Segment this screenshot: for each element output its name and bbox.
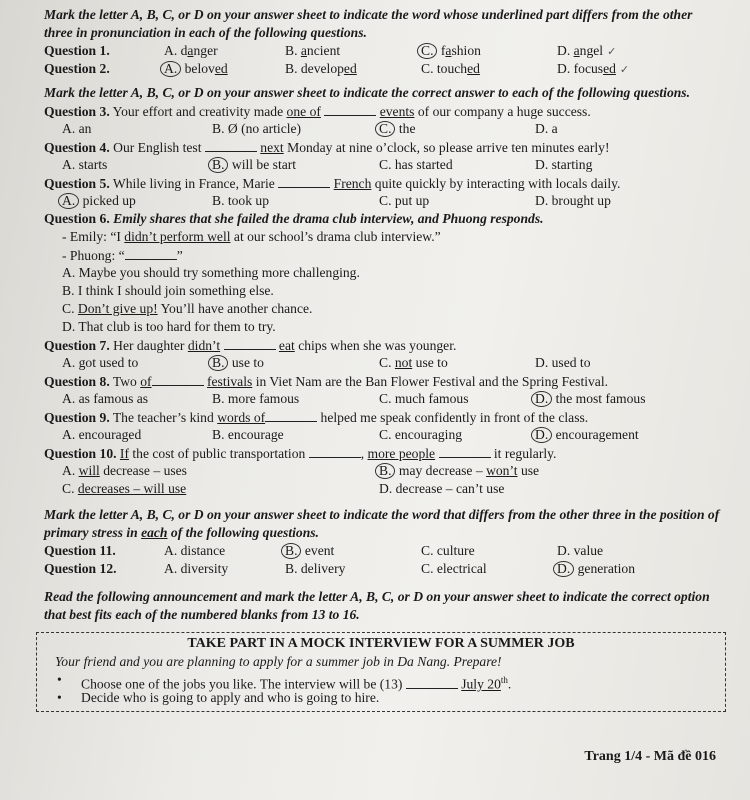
announcement-title: TAKE PART IN A MOCK INTERVIEW FOR A SUMMER JOB xyxy=(187,636,575,651)
dialogue-phuong: - Phuong: “ ” xyxy=(62,248,183,263)
check-mark-icon: ✓ xyxy=(607,45,617,58)
dialogue-emily: - Emily: “I didn’t perform well at our school’s drama club interview.” xyxy=(62,229,441,244)
option-b[interactable]: B. took up xyxy=(212,193,270,208)
question-9: Question 9. The teacher’s kind words of helped me speak confidently in front of the class. xyxy=(44,410,589,425)
question-2 xyxy=(44,60,720,78)
option-d[interactable]: D. starting xyxy=(535,157,593,172)
option-a[interactable]: A. diversity xyxy=(164,561,229,576)
option-b[interactable]: B. event xyxy=(285,542,334,560)
option-b[interactable]: B. delivery xyxy=(285,561,346,576)
option-c[interactable]: C. put up xyxy=(379,193,430,208)
page-footer: Trang 1/4 - Mã đề 016 xyxy=(584,749,716,764)
question-3: Question 3. Your effort and creativity made one of events of our company a huge success. xyxy=(44,104,591,119)
question-12: Question 12. A. diversity B. delivery C. electrical D. generation xyxy=(44,561,635,576)
question-11: Question 11. A. distance B. event C. culture D. value xyxy=(44,543,604,558)
question-10-options-ab xyxy=(44,462,720,480)
option-a[interactable]: A. danger xyxy=(164,43,218,58)
option-a[interactable]: A. picked up xyxy=(62,192,136,210)
question-3-options xyxy=(44,120,720,138)
option-c[interactable]: C. touched xyxy=(421,61,480,76)
option-a[interactable]: A. starts xyxy=(62,157,108,172)
option-d[interactable]: D. brought up xyxy=(535,193,611,208)
option-d[interactable]: D. That club is too hard for them to try. xyxy=(62,319,276,334)
option-a[interactable]: A. Maybe you should try something more challenging. xyxy=(62,265,360,280)
option-c[interactable]: C. culture xyxy=(421,543,475,558)
option-c[interactable]: C. encouraging xyxy=(379,427,463,442)
option-d[interactable]: D. a xyxy=(535,121,558,136)
question-6: Question 6. Emily shares that she failed the drama club interview, and Phuong responds. xyxy=(44,211,544,226)
question-label: Question 2. xyxy=(44,61,110,76)
option-a[interactable]: A. got used to xyxy=(62,355,139,370)
option-c[interactable]: C. fashion xyxy=(421,42,481,60)
option-b[interactable]: B. I think I should join something else. xyxy=(62,283,274,298)
question-8-options xyxy=(44,390,720,408)
announcement-bullet-1: • Choose one of the jobs you like. The interview will be (13) July 20th. xyxy=(37,671,725,689)
question-7: Question 7. Her daughter didn’t eat chips when she was younger. xyxy=(44,338,457,353)
option-d[interactable]: D. the most famous xyxy=(535,390,646,408)
option-a[interactable]: A. as famous as xyxy=(62,391,149,406)
question-4-options xyxy=(44,156,720,174)
option-d[interactable]: D. value xyxy=(557,543,604,558)
question-10: Question 10. If the cost of public transportation , more people it regularly. xyxy=(44,446,557,461)
option-b[interactable]: B. Ø (no article) xyxy=(212,121,302,136)
option-c[interactable]: C. much famous xyxy=(379,391,469,406)
option-b[interactable]: B. use to xyxy=(212,354,264,372)
option-c[interactable]: C. Don’t give up! You’ll have another chance. xyxy=(62,301,313,316)
question-4: Question 4. Our English test next Monday at nine o’clock, so please arrive ten minutes early! xyxy=(44,140,610,155)
option-b[interactable]: B. developed xyxy=(285,61,357,76)
option-d[interactable]: D. generation xyxy=(557,560,635,578)
option-c[interactable]: C. not use to xyxy=(379,355,448,370)
question-7-options xyxy=(44,354,720,372)
question-5: Question 5. While living in France, Marie French quite quickly by interacting with locals daily. xyxy=(44,176,621,191)
announcement-intro: Your friend and you are planning to apply for a summer job in Da Nang. Prepare! xyxy=(55,654,502,669)
option-a[interactable]: A. beloved xyxy=(164,60,228,78)
instruction-correct-answer: Mark the letter A, B, C, or D on your answer sheet to indicate the correct answer to each of the following questions. xyxy=(44,85,690,100)
question-10-options-cd xyxy=(44,480,720,498)
option-d[interactable]: D. angel ✓ xyxy=(557,42,616,61)
instruction-announcement: Read the following announcement and mark the letter A, B, C, or D on your answer sheet to indicate the correct option that best fits each of the numbered blanks from 13 to 16. xyxy=(44,589,710,622)
option-a[interactable]: A. an xyxy=(62,121,92,136)
announcement-box xyxy=(36,632,726,712)
option-b[interactable]: B. will be start xyxy=(212,156,296,174)
option-d[interactable]: D. encouragement xyxy=(535,426,639,444)
option-c[interactable]: C. has started xyxy=(379,157,453,172)
option-d[interactable]: D. used to xyxy=(535,355,591,370)
option-b[interactable]: B. more famous xyxy=(212,391,300,406)
option-a[interactable]: A. encouraged xyxy=(62,427,142,442)
check-mark-icon: ✓ xyxy=(619,63,630,76)
option-d[interactable]: D. focused ✓ xyxy=(557,60,629,79)
instruction-pronunciation: Mark the letter A, B, C, or D on your answer sheet to indicate the word whose underlined part differs from the other three in pronunciation in each of the following questions. xyxy=(44,7,693,40)
option-c[interactable]: C. electrical xyxy=(421,561,487,576)
option-b[interactable]: B. ancient xyxy=(285,43,341,58)
option-a[interactable]: A. distance xyxy=(164,543,226,558)
question-label: Question 1. xyxy=(44,43,110,58)
option-a[interactable]: A. will decrease – uses xyxy=(62,463,187,478)
question-1 xyxy=(44,42,720,60)
question-8: Question 8. Two of festivals in Viet Nam are the Ban Flower Festival and the Spring Festival. xyxy=(44,374,609,389)
option-c[interactable]: C. the xyxy=(379,120,415,138)
option-b[interactable]: B. encourage xyxy=(212,427,284,442)
option-c[interactable]: C. decreases – will use xyxy=(62,481,187,496)
question-9-options xyxy=(44,426,720,444)
option-d[interactable]: D. decrease – can’t use xyxy=(379,481,505,496)
question-5-options xyxy=(44,192,720,210)
instruction-stress: Mark the letter A, B, C, or D on your answer sheet to indicate the word that differs from the other three in the position of primary stress in each of the following questions. xyxy=(44,507,720,540)
announcement-bullet-2: • Decide who is going to apply and who is going to hire. xyxy=(37,689,725,707)
option-b[interactable]: B. may decrease – won’t use xyxy=(379,462,539,480)
